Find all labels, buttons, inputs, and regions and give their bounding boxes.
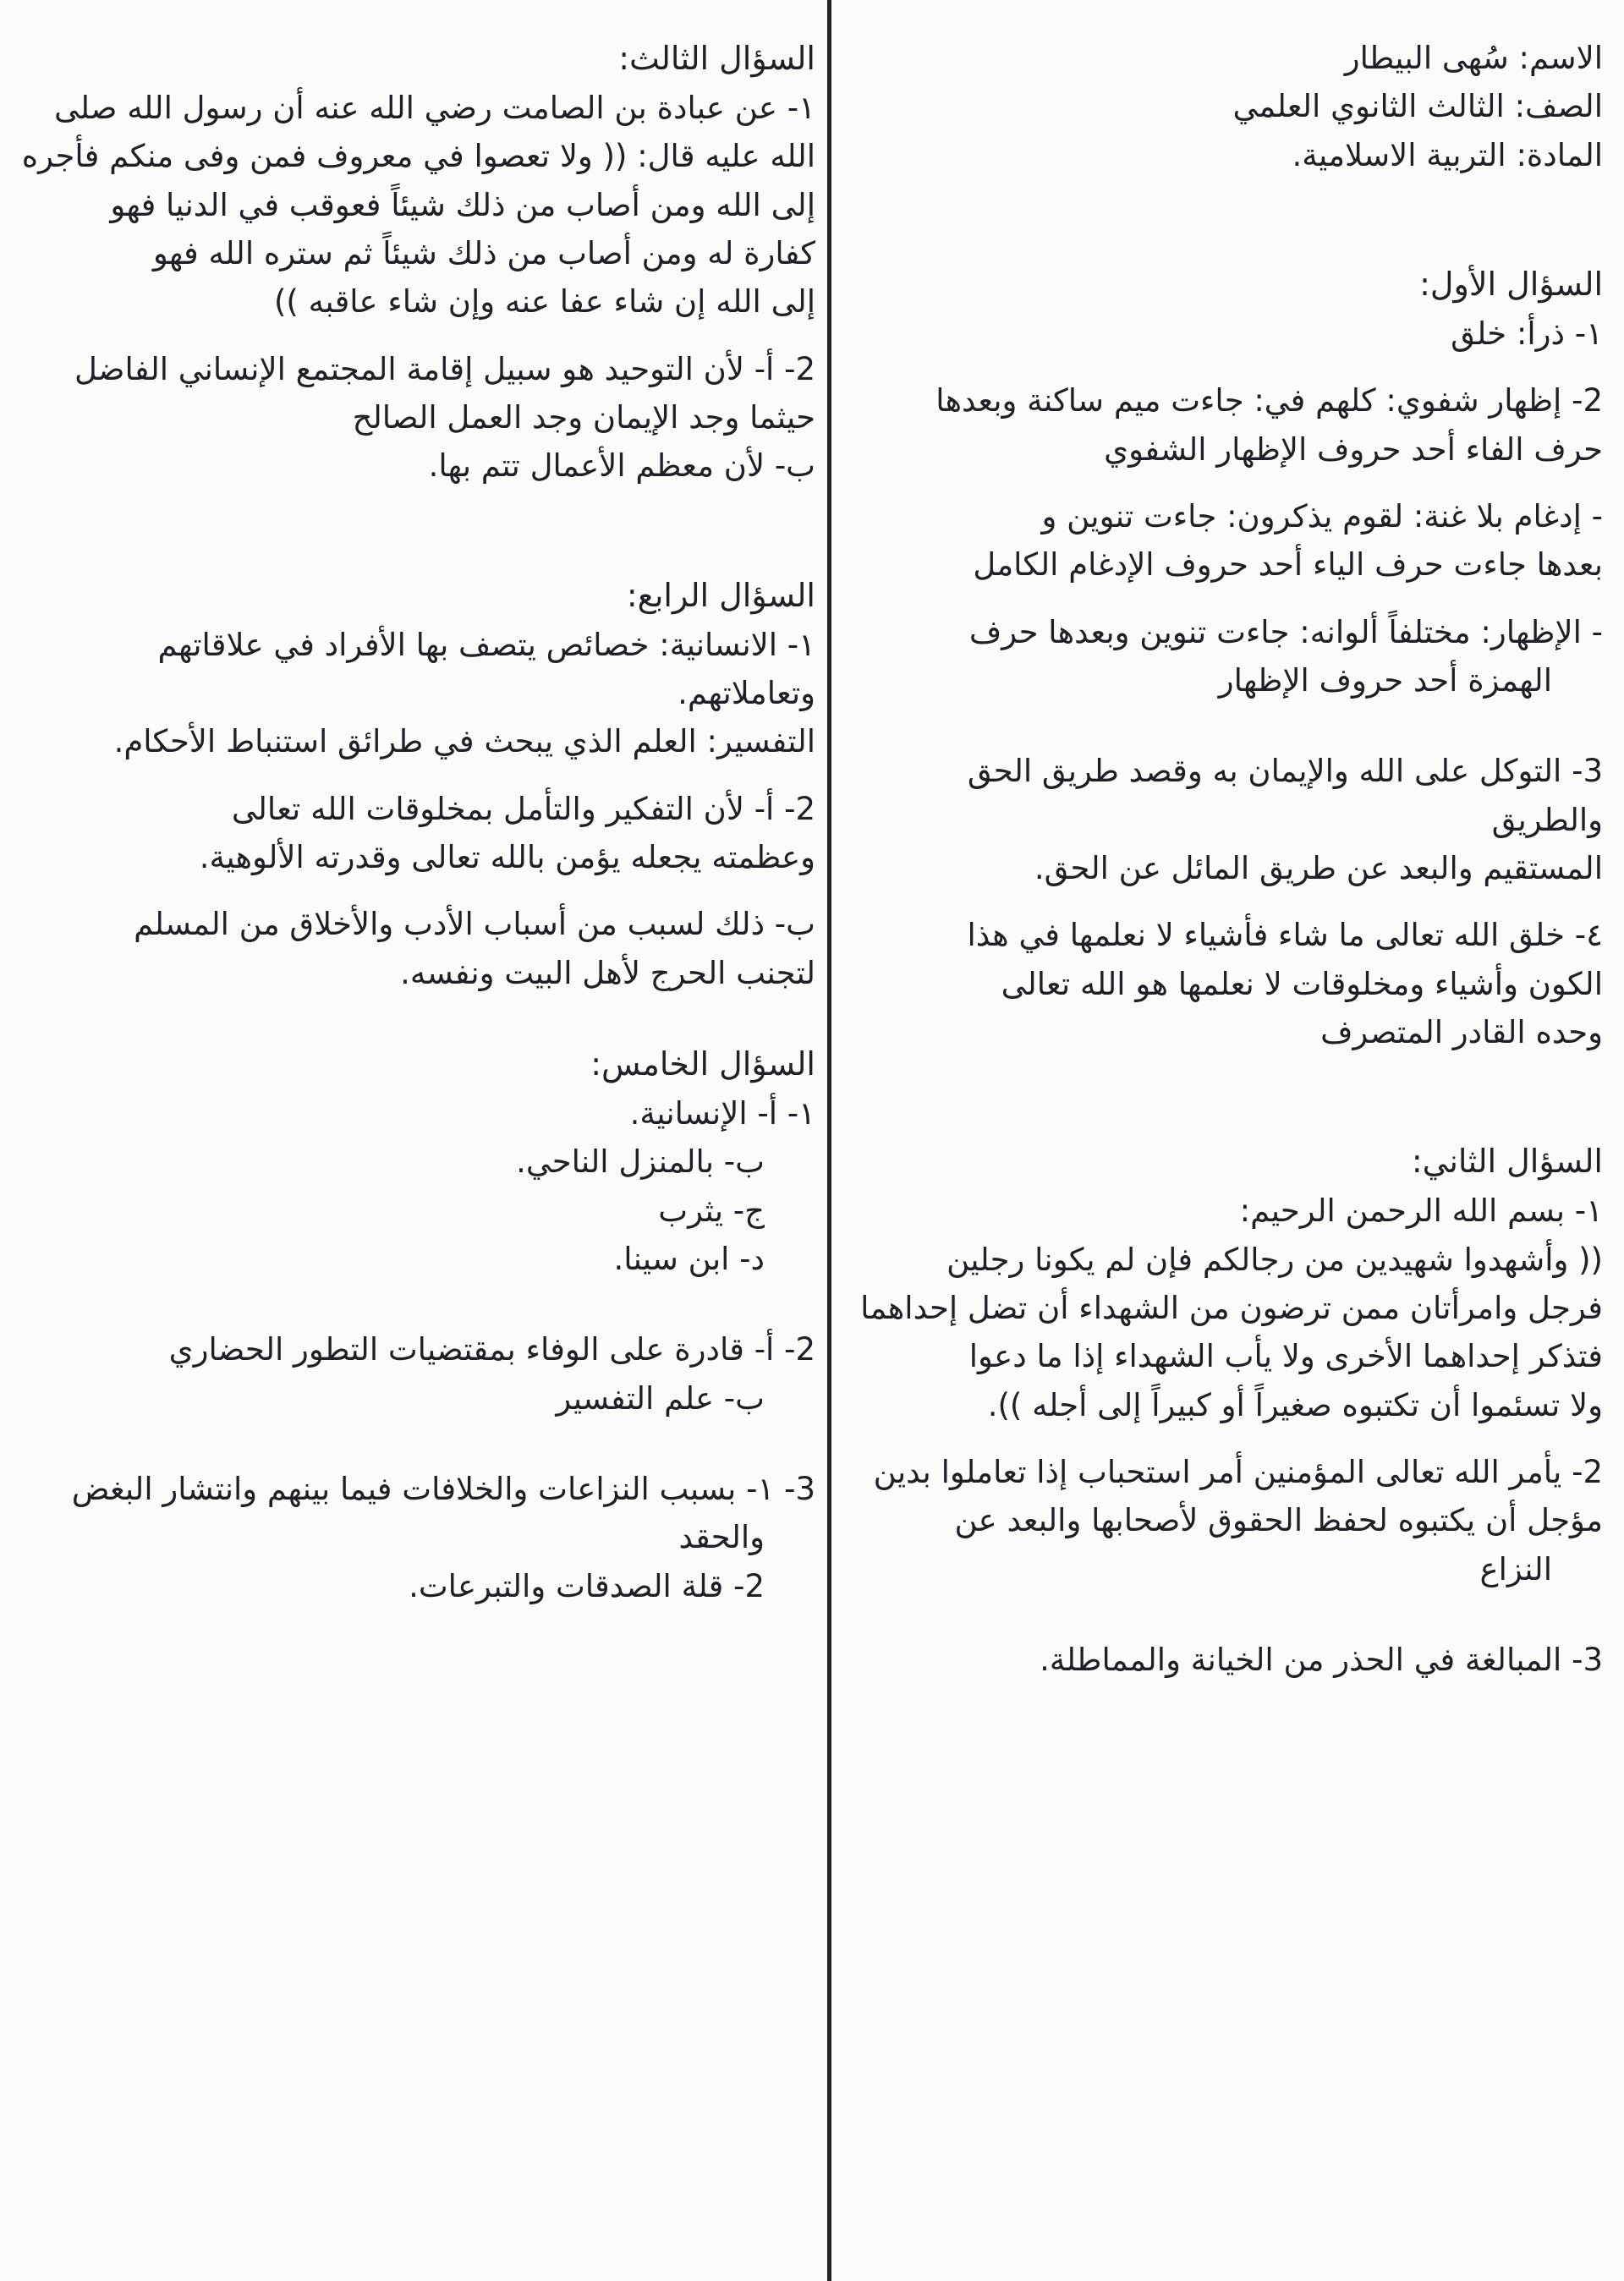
answer-line: وحده القادر المتصرف [1320,1014,1603,1051]
answer-line: 3- التوكل على الله والإيمان به وقصد طريق الحق والطريق [967,753,1603,838]
question-4-title: السؤال الرابع: [626,576,815,614]
question-2-title: السؤال الثاني: [1411,1143,1603,1181]
answer-line: حيثما وجد الإيمان وجد العمل الصالح [352,398,815,436]
answer-line: حرف الفاء أحد حروف الإظهار الشفوي [1104,430,1603,468]
answer-line: والحقد [678,1519,765,1556]
quran-verse-line: فرجل وامرأتان ممن ترضون من الشهداء أن تضل إحداهما [860,1289,1603,1326]
left-column [12,34,815,1610]
subject-name: المادة: التربية الاسلامية. [1292,136,1603,173]
answer-line: 3- المبالغة في الحذر من الخيانة والمماطلة. [1040,1642,1603,1679]
answer-line: وعظمته يجعله يؤمن بالله تعالى وقدرته الألوهية. [199,838,815,875]
answer-line: 2- أ- قادرة على الوفاء بمقتضيات التطور الحضاري [168,1331,815,1368]
answer-line: 2- إظهار شفوي: كلهم في: جاءت ميم ساكنة وبعدها [935,382,1603,419]
question-3-title: السؤال الثالث: [618,40,815,77]
answer-line: ب- لأن معظم الأعمال تتم بها. [428,447,815,485]
answer-line: ب- بالمنزل الناحي. [516,1143,765,1181]
question-1-title: السؤال الأول: [1419,266,1603,304]
answer-line: النزاع [1479,1550,1552,1587]
answer-line: 2- قلة الصدقات والتبرعات. [409,1567,765,1604]
answer-line: د- ابن سينا. [613,1240,765,1277]
student-grade: الصف: الثالث الثانوي العلمي [1232,88,1603,125]
answer-line: الكون وأشياء ومخلوقات لا نعلمها هو الله تعالى [1001,965,1603,1002]
hadith-line: إلى الله ومن أصاب من ذلك شيئاً فعوقب في الدنيا فهو [110,186,815,223]
answer-line: 2- أ- لأن التوحيد هو سبيل إقامة المجتمع الإنساني الفاضل [74,350,815,387]
column-divider [827,0,831,2281]
answer-line: - الإظهار: مختلفاً ألوانه: جاءت تنوين وبعدها حرف [968,613,1603,650]
answer-line: ب- ذلك لسبب من أسباب الأدب والأخلاق من المسلم [134,906,815,943]
answer-line: لتجنب الحرج لأهل البيت ونفسه. [400,954,815,991]
answer-line: مؤجل أن يكتبوه لحفظ الحقوق لأصحابها والبعد عن [954,1502,1603,1539]
hadith-line: كفارة له ومن أصاب من ذلك شيئاً ثم ستره الله فهو [152,234,815,271]
right-column [859,34,1603,1684]
quran-verse-line: ولا تسئموا أن تكتبوه صغيراً أو كبيراً إلى أجله )). [987,1386,1603,1423]
answer-line: ١- أ- الإنسانية. [629,1094,815,1132]
hadith-line: إلى الله إن شاء عفا عنه وإن شاء عاقبه )) [273,283,815,321]
answer-line: 2- يأمر الله تعالى المؤمنين أمر استحباب إذا تعاملوا بدين [873,1454,1603,1490]
answer-line: ج- يثرب [658,1192,765,1229]
answer-line: - إدغام بلا غنة: لقوم يذكرون: جاءت تنوين و [1041,497,1603,535]
answer-line: ٤- خلق الله تعالى ما شاء فأشياء لا نعلمها في هذا [967,917,1603,954]
hadith-line: الله عليه قال: (( ولا تعصوا في معروف فمن وفى منكم فأجره [21,138,815,175]
answer-line: المستقيم والبعد عن طريق المائل عن الحق. [1034,850,1603,887]
answer-line: 3- ١- بسبب النزاعات والخلافات فيما بينهم وانتشار البغض [71,1470,815,1507]
answer-line: ١- ذرأ: خلق [1451,315,1603,352]
answer-line: 2- أ- لأن التفكير والتأمل بمخلوقات الله تعالى [231,790,815,827]
answer-line: الهمزة أحد حروف الإظهار [1218,661,1552,699]
answer-line: ١- الانسانية: خصائص يتصف بها الأفراد في علاقاتهم وتعاملاتهم. [157,626,815,711]
answer-line: التفسير: العلم الذي يبحث في طرائق استنباط الأحكام. [113,723,815,760]
student-name: الاسم: سُهى البيطار [1344,40,1603,76]
answer-line: بعدها جاءت حرف الياء أحد حروف الإدغام الكامل [973,546,1603,584]
quran-verse-line: (( وأشهدوا شهيدين من رجالكم فإن لم يكونا رجلين [946,1241,1603,1278]
answer-line: ١- بسم الله الرحمن الرحيم: [1239,1193,1603,1230]
hadith-line: ١- عن عبادة بن الصامت رضي الله عنه أن رسول الله صلى [53,89,815,126]
question-5-title: السؤال الخامس: [590,1045,815,1083]
answer-line: ب- علم التفسير [556,1379,765,1417]
quran-verse-line: فتذكر إحداهما الأخرى ولا يأب الشهداء إذا ما دعوا [968,1338,1603,1375]
